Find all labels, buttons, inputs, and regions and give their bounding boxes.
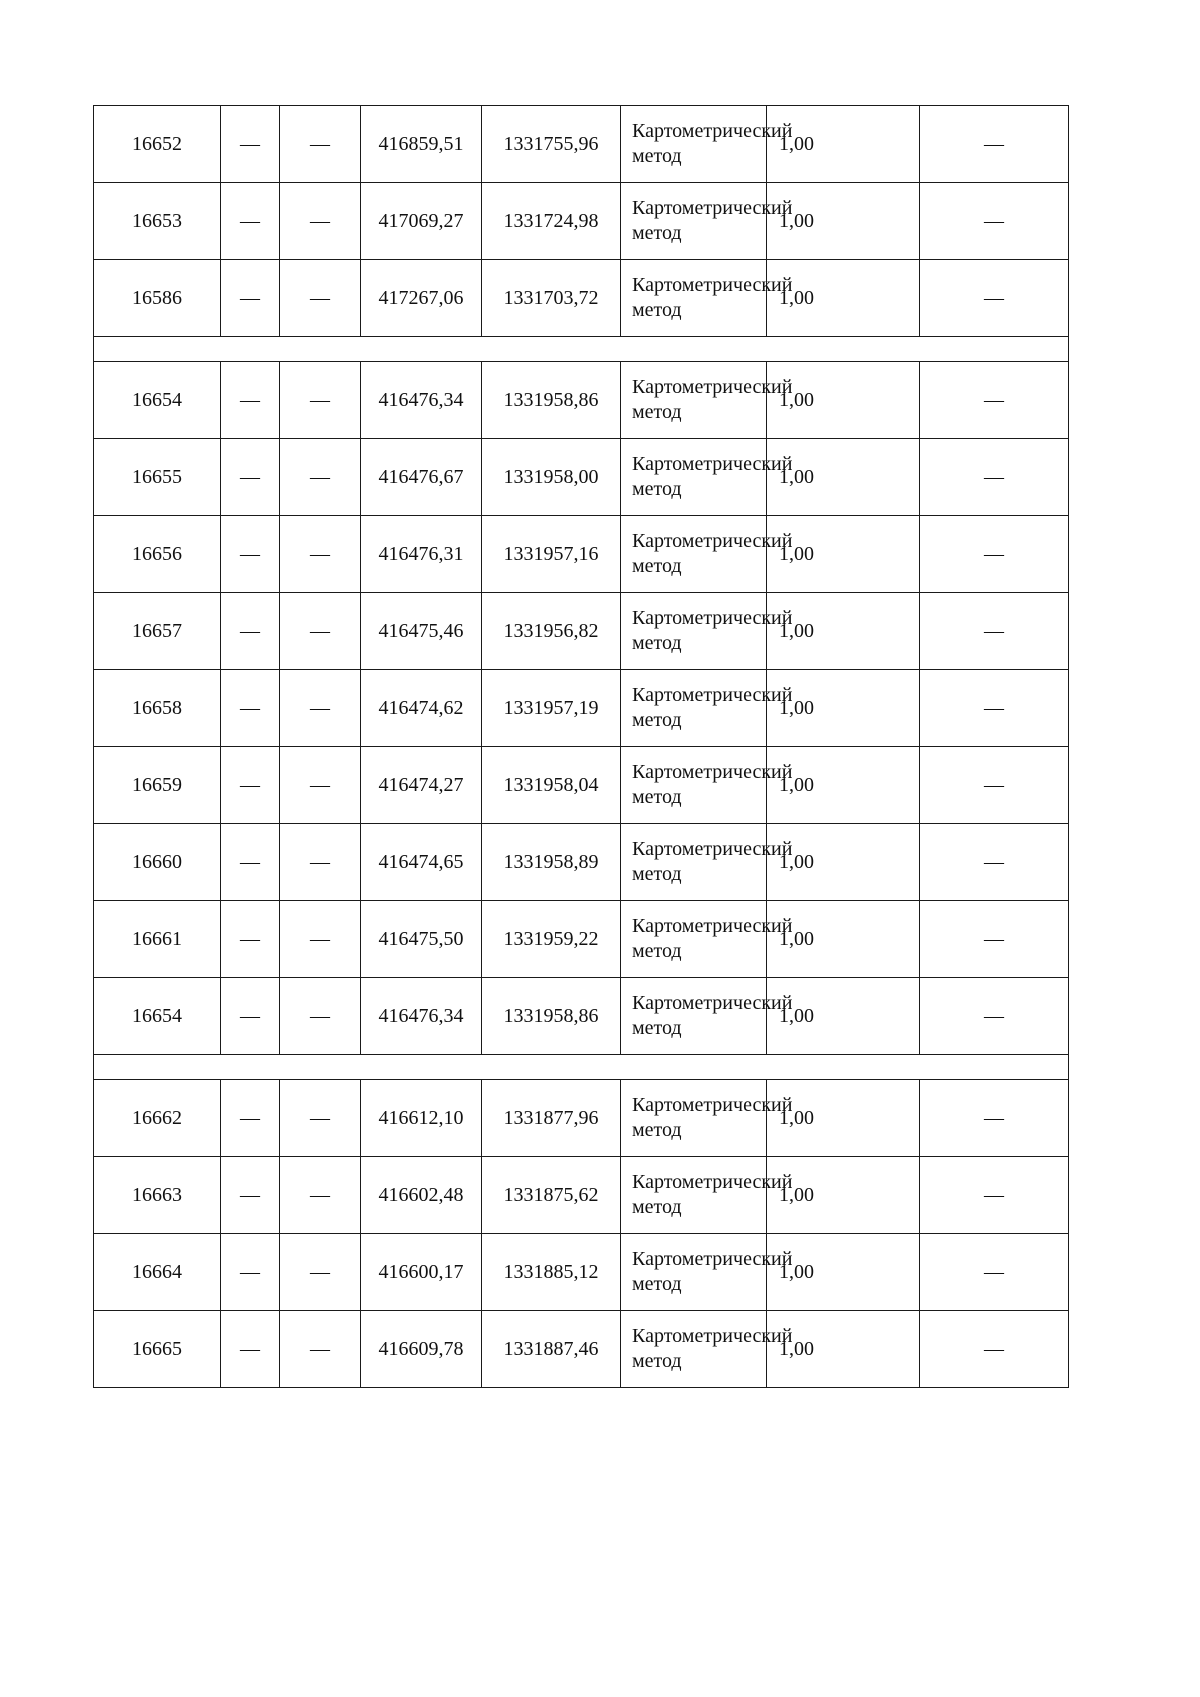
- empty-dash-cell: —: [280, 516, 361, 593]
- method-cell: Картометрический метод: [621, 183, 767, 260]
- empty-dash-cell: —: [221, 516, 280, 593]
- x-coordinate-cell: 417267,06: [361, 260, 482, 337]
- empty-dash-cell: —: [920, 260, 1069, 337]
- empty-dash-cell: —: [920, 1311, 1069, 1388]
- empty-dash-cell: —: [280, 747, 361, 824]
- empty-dash-cell: —: [221, 1311, 280, 1388]
- empty-dash-cell: —: [280, 1234, 361, 1311]
- accuracy-cell: 1,00: [767, 439, 920, 516]
- point-number-cell: 16657: [94, 593, 221, 670]
- table-row: [94, 1080, 1069, 1157]
- y-coordinate-cell: 1331887,46: [482, 1311, 621, 1388]
- y-coordinate-cell: 1331755,96: [482, 106, 621, 183]
- table-row: [94, 260, 1069, 337]
- point-number-cell: 16656: [94, 516, 221, 593]
- empty-dash-cell: —: [221, 978, 280, 1055]
- point-number-cell: 16654: [94, 978, 221, 1055]
- method-cell: Картометрический метод: [621, 362, 767, 439]
- table-row: [94, 593, 1069, 670]
- accuracy-cell: 1,00: [767, 106, 920, 183]
- empty-dash-cell: —: [221, 901, 280, 978]
- accuracy-cell: 1,00: [767, 593, 920, 670]
- empty-dash-cell: —: [221, 824, 280, 901]
- y-coordinate-cell: 1331958,86: [482, 362, 621, 439]
- empty-dash-cell: —: [280, 901, 361, 978]
- y-coordinate-cell: 1331958,86: [482, 978, 621, 1055]
- empty-dash-cell: —: [920, 183, 1069, 260]
- x-coordinate-cell: 416474,62: [361, 670, 482, 747]
- empty-dash-cell: —: [920, 106, 1069, 183]
- accuracy-cell: 1,00: [767, 1311, 920, 1388]
- coordinates-table: [93, 105, 1069, 1388]
- empty-dash-cell: —: [221, 747, 280, 824]
- empty-dash-cell: —: [280, 978, 361, 1055]
- point-number-cell: 16663: [94, 1157, 221, 1234]
- table-row: [94, 747, 1069, 824]
- method-cell: Картометрический метод: [621, 260, 767, 337]
- empty-dash-cell: —: [221, 670, 280, 747]
- empty-dash-cell: —: [280, 593, 361, 670]
- empty-dash-cell: —: [280, 260, 361, 337]
- accuracy-cell: 1,00: [767, 747, 920, 824]
- table-row: [94, 516, 1069, 593]
- method-cell: Картометрический метод: [621, 978, 767, 1055]
- x-coordinate-cell: 416476,67: [361, 439, 482, 516]
- empty-dash-cell: —: [280, 106, 361, 183]
- empty-dash-cell: —: [280, 362, 361, 439]
- empty-dash-cell: —: [221, 593, 280, 670]
- x-coordinate-cell: 416476,34: [361, 362, 482, 439]
- x-coordinate-cell: 416474,27: [361, 747, 482, 824]
- accuracy-cell: 1,00: [767, 362, 920, 439]
- table-row: [94, 1157, 1069, 1234]
- accuracy-cell: 1,00: [767, 1234, 920, 1311]
- accuracy-cell: 1,00: [767, 978, 920, 1055]
- accuracy-cell: 1,00: [767, 1157, 920, 1234]
- table-row: [94, 362, 1069, 439]
- table-row: [94, 106, 1069, 183]
- method-cell: Картометрический метод: [621, 516, 767, 593]
- x-coordinate-cell: 416859,51: [361, 106, 482, 183]
- y-coordinate-cell: 1331959,22: [482, 901, 621, 978]
- accuracy-cell: 1,00: [767, 260, 920, 337]
- x-coordinate-cell: 416609,78: [361, 1311, 482, 1388]
- point-number-cell: 16586: [94, 260, 221, 337]
- method-cell: Картометрический метод: [621, 1311, 767, 1388]
- empty-dash-cell: —: [280, 824, 361, 901]
- empty-dash-cell: —: [280, 670, 361, 747]
- x-coordinate-cell: 416600,17: [361, 1234, 482, 1311]
- method-cell: Картометрический метод: [621, 593, 767, 670]
- method-cell: Картометрический метод: [621, 901, 767, 978]
- x-coordinate-cell: 416476,31: [361, 516, 482, 593]
- table-row: [94, 439, 1069, 516]
- table-row: [94, 183, 1069, 260]
- method-cell: Картометрический метод: [621, 1080, 767, 1157]
- table-row: [94, 670, 1069, 747]
- x-coordinate-cell: 416602,48: [361, 1157, 482, 1234]
- accuracy-cell: 1,00: [767, 670, 920, 747]
- table-body: [94, 106, 1069, 1388]
- empty-dash-cell: —: [920, 901, 1069, 978]
- accuracy-cell: 1,00: [767, 1080, 920, 1157]
- point-number-cell: 16661: [94, 901, 221, 978]
- x-coordinate-cell: 416475,46: [361, 593, 482, 670]
- method-cell: Картометрический метод: [621, 1157, 767, 1234]
- method-cell: Картометрический метод: [621, 824, 767, 901]
- separator-cell: [94, 1055, 1069, 1080]
- y-coordinate-cell: 1331957,16: [482, 516, 621, 593]
- method-cell: Картометрический метод: [621, 439, 767, 516]
- y-coordinate-cell: 1331875,62: [482, 1157, 621, 1234]
- point-number-cell: 16655: [94, 439, 221, 516]
- method-cell: Картометрический метод: [621, 670, 767, 747]
- x-coordinate-cell: 416475,50: [361, 901, 482, 978]
- accuracy-cell: 1,00: [767, 824, 920, 901]
- y-coordinate-cell: 1331958,00: [482, 439, 621, 516]
- point-number-cell: 16652: [94, 106, 221, 183]
- empty-dash-cell: —: [920, 362, 1069, 439]
- empty-dash-cell: —: [920, 978, 1069, 1055]
- table-row: [94, 1234, 1069, 1311]
- accuracy-cell: 1,00: [767, 183, 920, 260]
- empty-dash-cell: —: [920, 516, 1069, 593]
- y-coordinate-cell: 1331703,72: [482, 260, 621, 337]
- point-number-cell: 16662: [94, 1080, 221, 1157]
- y-coordinate-cell: 1331877,96: [482, 1080, 621, 1157]
- y-coordinate-cell: 1331724,98: [482, 183, 621, 260]
- x-coordinate-cell: 416474,65: [361, 824, 482, 901]
- method-cell: Картометрический метод: [621, 1234, 767, 1311]
- y-coordinate-cell: 1331958,89: [482, 824, 621, 901]
- empty-dash-cell: —: [221, 1080, 280, 1157]
- table-row: [94, 978, 1069, 1055]
- empty-dash-cell: —: [221, 106, 280, 183]
- table-row: [94, 824, 1069, 901]
- y-coordinate-cell: 1331956,82: [482, 593, 621, 670]
- empty-dash-cell: —: [280, 1080, 361, 1157]
- accuracy-cell: 1,00: [767, 516, 920, 593]
- point-number-cell: 16665: [94, 1311, 221, 1388]
- method-cell: Картометрический метод: [621, 106, 767, 183]
- separator-cell: [94, 337, 1069, 362]
- empty-dash-cell: —: [221, 439, 280, 516]
- empty-dash-cell: —: [920, 439, 1069, 516]
- empty-dash-cell: —: [280, 439, 361, 516]
- x-coordinate-cell: 416476,34: [361, 978, 482, 1055]
- empty-dash-cell: —: [280, 183, 361, 260]
- section-separator-row: [94, 1055, 1069, 1080]
- section-separator-row: [94, 337, 1069, 362]
- empty-dash-cell: —: [920, 747, 1069, 824]
- table-row: [94, 901, 1069, 978]
- table-row: [94, 1311, 1069, 1388]
- point-number-cell: 16659: [94, 747, 221, 824]
- empty-dash-cell: —: [920, 593, 1069, 670]
- empty-dash-cell: —: [280, 1157, 361, 1234]
- empty-dash-cell: —: [920, 670, 1069, 747]
- method-cell: Картометрический метод: [621, 747, 767, 824]
- point-number-cell: 16660: [94, 824, 221, 901]
- y-coordinate-cell: 1331958,04: [482, 747, 621, 824]
- point-number-cell: 16653: [94, 183, 221, 260]
- y-coordinate-cell: 1331957,19: [482, 670, 621, 747]
- point-number-cell: 16664: [94, 1234, 221, 1311]
- empty-dash-cell: —: [221, 362, 280, 439]
- accuracy-cell: 1,00: [767, 901, 920, 978]
- empty-dash-cell: —: [920, 1157, 1069, 1234]
- x-coordinate-cell: 417069,27: [361, 183, 482, 260]
- empty-dash-cell: —: [920, 824, 1069, 901]
- point-number-cell: 16658: [94, 670, 221, 747]
- empty-dash-cell: —: [280, 1311, 361, 1388]
- empty-dash-cell: —: [920, 1234, 1069, 1311]
- empty-dash-cell: —: [221, 183, 280, 260]
- empty-dash-cell: —: [221, 1234, 280, 1311]
- empty-dash-cell: —: [221, 260, 280, 337]
- point-number-cell: 16654: [94, 362, 221, 439]
- empty-dash-cell: —: [920, 1080, 1069, 1157]
- x-coordinate-cell: 416612,10: [361, 1080, 482, 1157]
- empty-dash-cell: —: [221, 1157, 280, 1234]
- y-coordinate-cell: 1331885,12: [482, 1234, 621, 1311]
